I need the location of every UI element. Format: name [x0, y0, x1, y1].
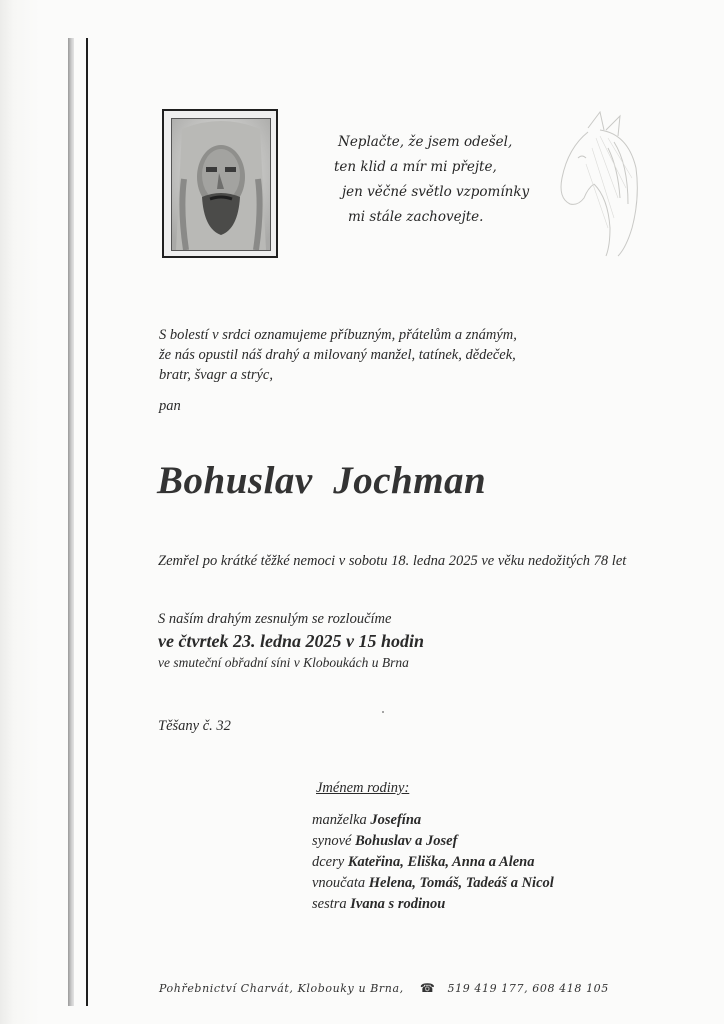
member-names: Josefína [370, 812, 422, 828]
member-names: Ivana s rodinou [350, 896, 446, 912]
family-member [312, 894, 554, 915]
announcement-intro [159, 325, 579, 385]
farewell-details [158, 609, 424, 673]
honorific: pan [159, 398, 181, 414]
family-member [312, 810, 554, 831]
relation: sestra [312, 896, 347, 912]
farewell-date-time: ve čtvrtek 23. ledna 2025 v 15 hodin [158, 631, 424, 651]
speck [382, 711, 384, 713]
address: Těšany č. 32 [158, 718, 231, 734]
family-list [312, 778, 554, 915]
member-names: Bohuslav a Josef [355, 833, 458, 849]
relation: manželka [312, 812, 367, 828]
family-member [312, 852, 554, 873]
relation: vnoučata [312, 875, 366, 891]
intro-line: že nás opustil náš drahý a milovaný manžel, tatínek, dědeček, [159, 347, 516, 363]
intro-line: bratr, švagr a strýc, [159, 367, 273, 383]
poem-line: Neplačte, že jsem odešel, [338, 134, 513, 150]
portrait-frame [162, 109, 278, 258]
relation: dcery [312, 854, 345, 870]
first-name: Bohuslav [157, 459, 313, 502]
poem-line: ten klid a mír mi přejte, [334, 159, 497, 175]
farewell-intro: S naším drahým zesnulým se rozloučíme [158, 611, 392, 627]
family-heading: Jménem rodiny: [316, 780, 410, 796]
left-border-thick [68, 38, 74, 1006]
poem-line: mi stále zachovejte. [348, 209, 484, 225]
memorial-poem [334, 130, 534, 230]
death-notice: Zemřel po krátké těžké nemoci v sobotu 18. ledna 2025 ve věku nedožitých 78 let [158, 553, 627, 569]
phone-numbers: 519 419 177, 608 418 105 [447, 982, 609, 995]
company-name: Pohřebnictví Charvát, Klobouky u Brna, [159, 982, 404, 995]
member-names: Helena, Tomáš, Tadeáš a Nicol [368, 875, 554, 891]
farewell-place: ve smuteční obřadní síni v Kloboukách u Brna [158, 655, 409, 670]
poem-line: jen věčné světlo vzpomínky [342, 184, 530, 200]
horse-head-drawing [548, 108, 658, 258]
relation: synové [312, 833, 352, 849]
last-name: Jochman [333, 459, 487, 502]
deceased-name [157, 458, 486, 503]
family-member [312, 831, 554, 852]
left-border-thin [86, 38, 88, 1006]
telephone-icon: ☎ [419, 981, 436, 995]
portrait-photo [171, 118, 271, 251]
member-names: Kateřina, Eliška, Anna a Alena [347, 854, 535, 870]
intro-line: S bolestí v srdci oznamujeme příbuzným, přátelům a známým, [159, 327, 517, 343]
family-member [312, 873, 554, 894]
funeral-service-footer [159, 981, 609, 995]
